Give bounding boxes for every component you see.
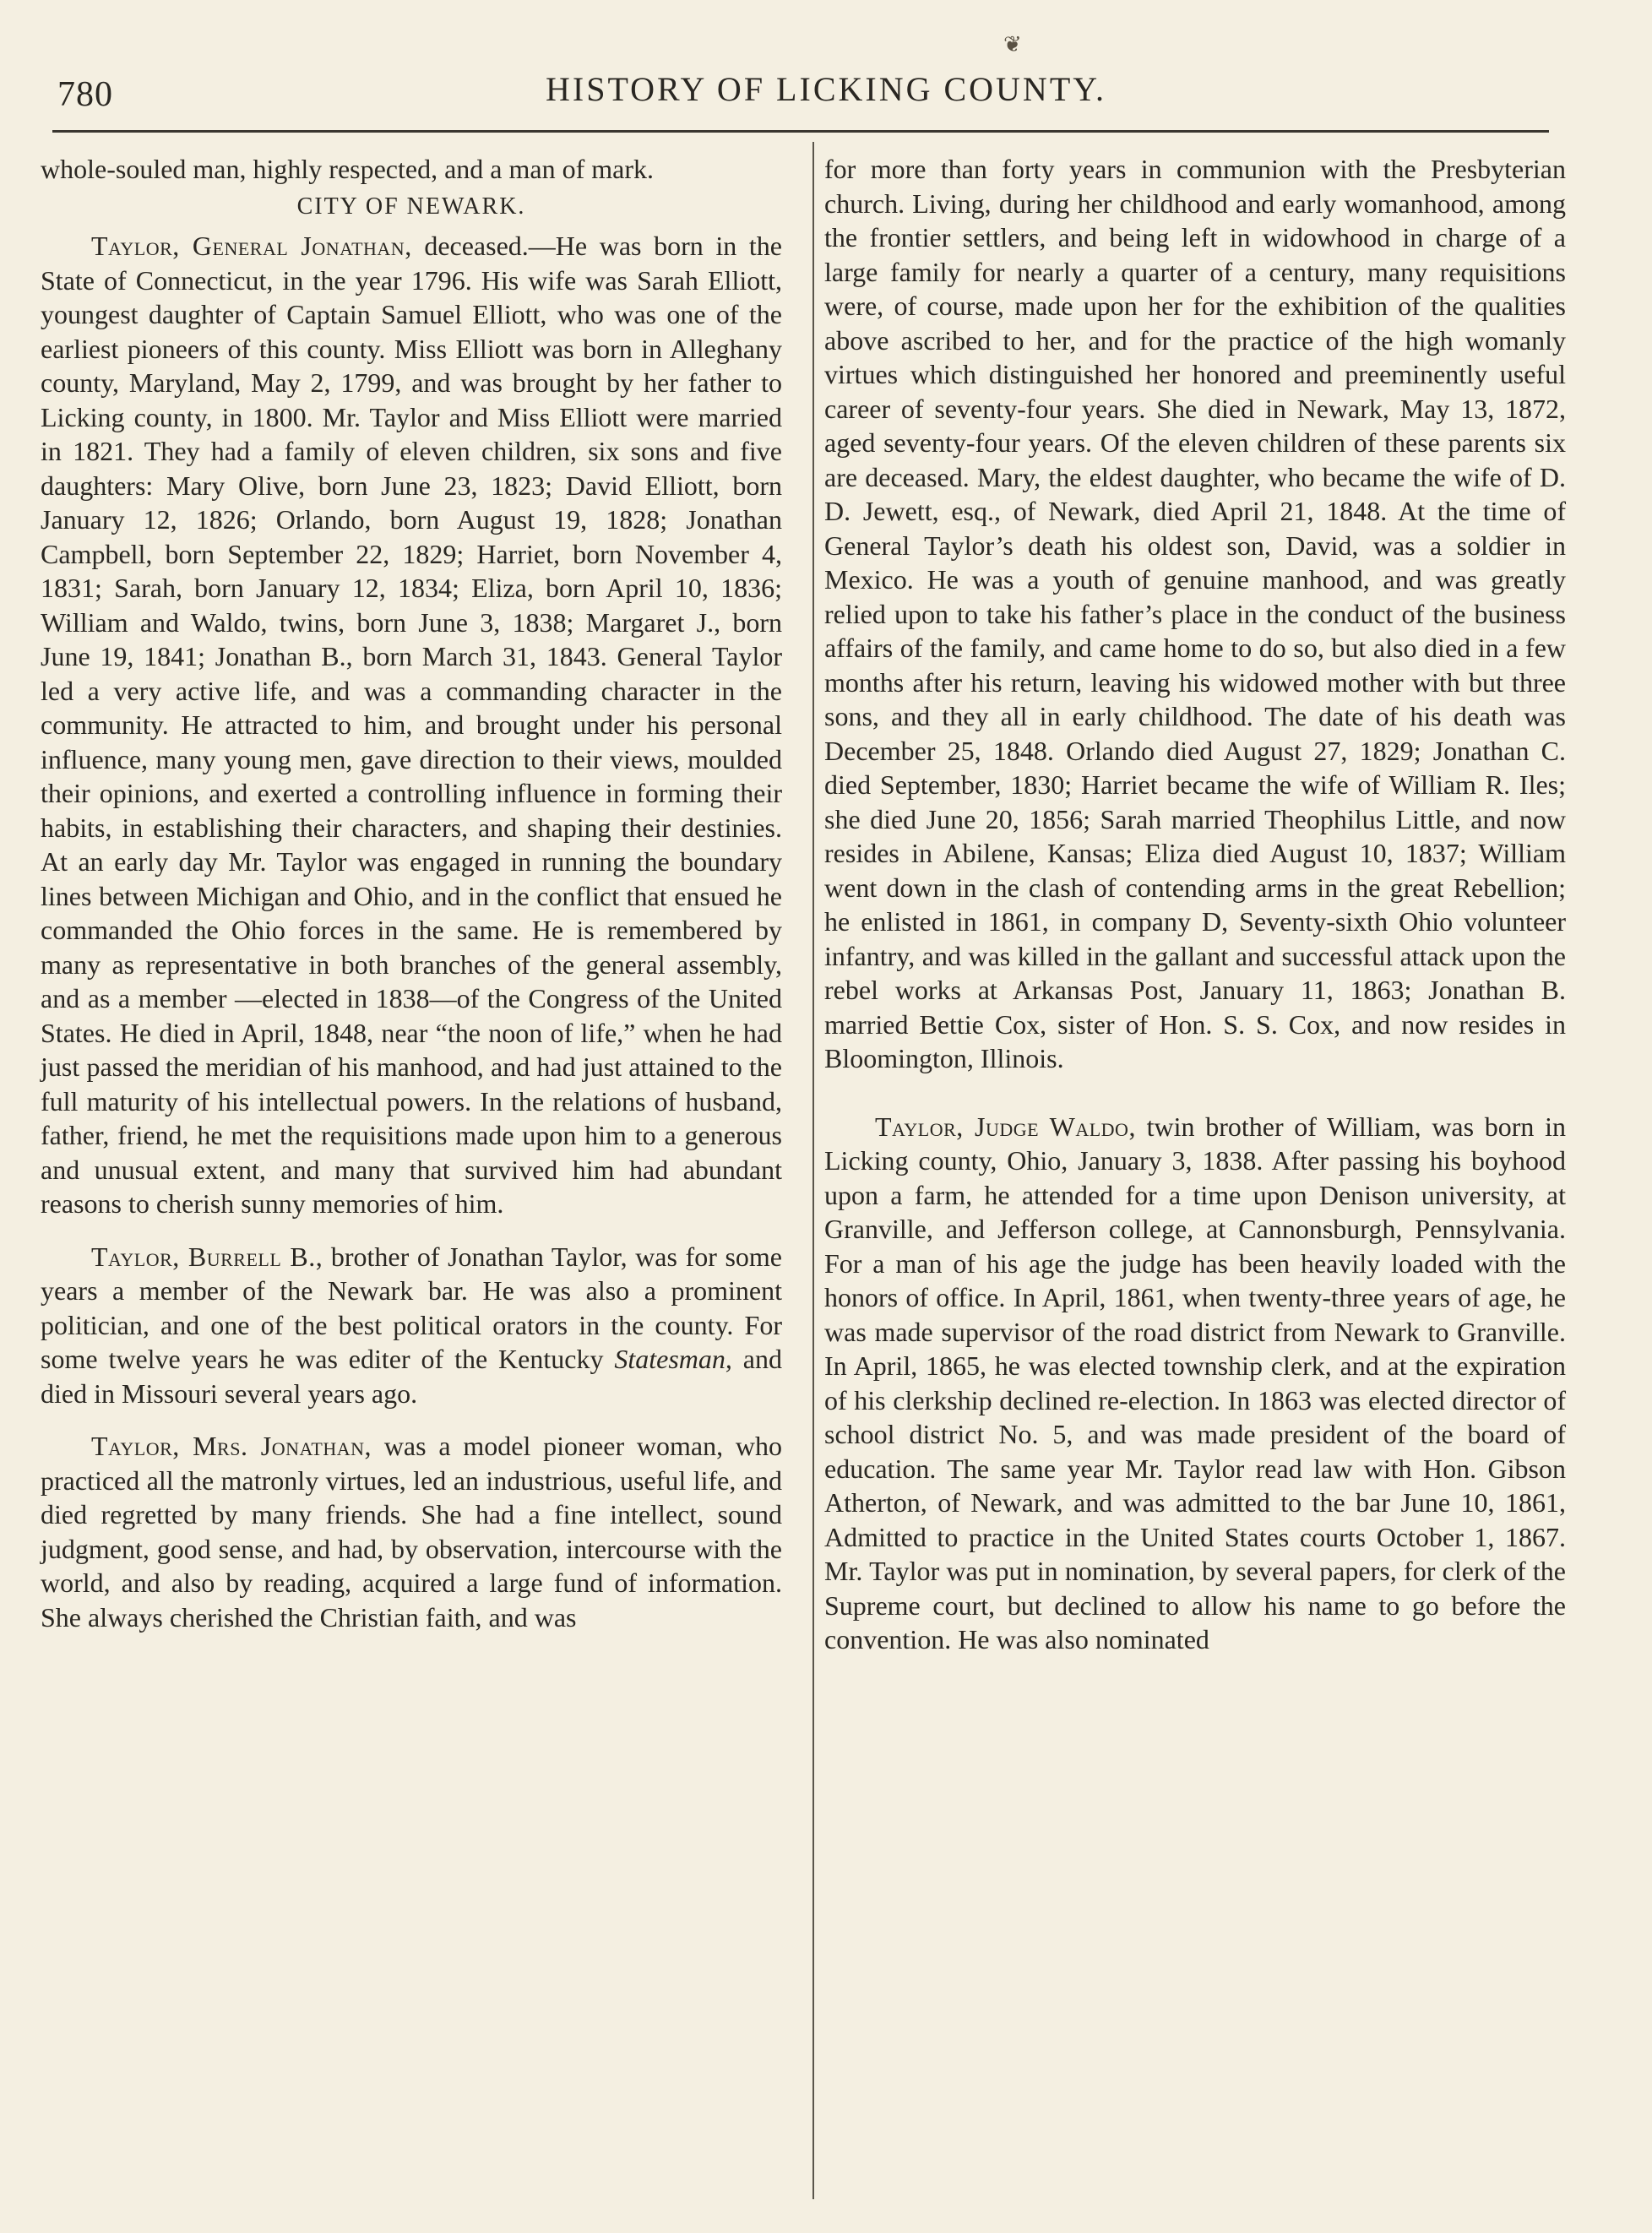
page-number: 780 xyxy=(57,75,113,114)
entry-burrell-taylor xyxy=(41,1240,782,1411)
entry-heading: Taylor, Mrs. Jonathan, xyxy=(91,1431,372,1461)
section-title: CITY OF NEWARK. xyxy=(296,193,526,220)
header-rule xyxy=(52,130,1549,133)
ornament-icon: ❦ xyxy=(1003,32,1022,57)
entry-waldo-taylor xyxy=(824,1110,1566,1657)
continued-paragraph: for more than forty years in communion with the Presbyterian church. Living, during her childhood and early womanhood, among the frontier settlers, and being left in widowhood in charge of a large family for nearly a quarter of a century, many requisitions were, of course, made upon her for the exhibition of the qualities above ascribed to her, and for the practice of the high womanly virtues which distinguished her honored and preeminently useful career of seventy-four years. She died in Newark, May 13, 1872, aged seventy-four years. Of the eleven children of these parents six are deceased. Mary, the eldest daughter, who became the wife of D. D. Jewett, esq., of Newark, died April 21, 1848. At the time of General Taylor’s death his oldest son, David, was a soldier in Mexico. He was a youth of genuine manhood, and was greatly relied upon to take his father’s place in the conduct of the business affairs of the family, and came home to do so, but also died in a few months after his return, leaving his widowed mother with but three sons, and they all in early childhood. The date of his death was December 25, 1848. Orlando died August 27, 1829; Jonathan C. died September, 1830; Harriet became the wife of William R. Iles; she died June 20, 1856; Sarah married Theophilus Little, and now resides in Abilene, Kansas; Eliza died August 10, 1837; William went down in the clash of contending arms in the great Rebellion; he enlisted in 1861, in company D, Seventy-sixth Ohio volunteer infantry, and was killed in the gallant and successful attack upon the rebel works at Arkansas Post, January 11, 1863; Jonathan B. married Bettie Cox, sister of Hon. S. S. Cox, and now resides in Bloomington, Illinois. xyxy=(824,154,1566,1073)
entry-heading: Taylor, General Jonathan, xyxy=(91,231,412,261)
entry-text: deceased.—He was born in the State of Connecticut, in the year 1796. His wife was Sarah Elliott, youngest daughter of Captain Samuel Elliott, who was one of the earliest pioneers of this county. Miss Elliott was born in Alleghany county, Maryland, May 2, 1799, and was brought by her father to Licking county, in 1800. Mr. Taylor and Miss Elliott were married in 1821. They had a family of eleven children, six sons and five daughters: Mary Olive, born June 23, 1823; David Elliott, born January 12, 1826; Orlando, born August 19, 1828; Jonathan Campbell, born September 22, 1829; Harriet, born November 4, 1831; Sarah, born January 12, 1834; Eliza, born April 10, 1836; William and Waldo, twins, born June 3, 1838; Margaret J., born June 19, 1841; Jonathan B., born March 31, 1843. General Taylor led a very active life, and was a commanding character in the community. He attracted to him, and brought under his personal influence, many young men, gave direction to their views, moulded their opinions, and exerted a controlling influence in forming their habits, in establishing their characters, and shaping their destinies. At an early day Mr. Taylor was engaged in running the boundary lines between Michigan and Ohio, and in the conflict that ensued he commanded the Ohio forces in the same. He is remembered by many as representative in both branches of the general assembly, and as a member —elected in 1838—of the Congress of the United States. He died in April, 1848, near “the noon of life,” when he had just passed the meridian of his manhood, and had just attained to the full maturity of his intellectual powers. In the relations of husband, father, friend, he met the requisitions made upon him to a generous and unusual extent, and many that survived him had abundant reasons to cherish sunny memories of him. xyxy=(41,231,782,1219)
newspaper-title: Statesman, xyxy=(614,1344,732,1374)
continued-paragraph: whole-souled man, highly respected, and a man of mark. xyxy=(41,154,654,184)
left-column xyxy=(41,152,782,1634)
entry-mrs-jonathan-taylor xyxy=(41,1429,782,1634)
entry-heading: Taylor, Burrell B., xyxy=(91,1241,323,1272)
entry-text: and died in Missouri several years ago. xyxy=(41,1344,783,1409)
entry-text: was a model pioneer woman, who practiced all the matronly virtues, led an industrious, useful life, and died regretted by many friends. She had a fine intellect, sound judgment, good sense, and had, by observation, intercourse with the world, and also by reading, acquired a large fund of information. She always cherished the Christian faith, and was xyxy=(41,1431,782,1633)
column-divider xyxy=(812,142,814,2199)
entry-heading: Taylor, Judge Waldo, xyxy=(875,1111,1136,1142)
entry-jonathan-taylor xyxy=(41,229,782,1221)
right-column xyxy=(824,152,1566,1657)
entry-text: twin brother of William, was born in Licking county, Ohio, January 3, 1838. After passing his boyhood upon a farm, he attended for a time upon Denison university, at Granville, and Jefferson college, at Cannonsburgh, Pennsylvania. For a man of his age the judge has been heavily loaded with the honors of office. In April, 1861, when twenty-three years of age, he was made supervisor of the road district from Newark to Granville. In April, 1865, he was elected township clerk, and at the expiration of his clerkship declined re-election. In 1863 was elected director of school district No. 5, and was made president of the board of education. The same year Mr. Taylor read law with Hon. Gibson Atherton, of Newark, and was admitted to the bar June 10, 1861, Admitted to practice in the United States courts October 1, 1867. Mr. Taylor was put in nomination, by several papers, for clerk of the Supreme court, but declined to allow his name to go before the convention. He was also nominated xyxy=(824,1111,1566,1654)
running-head: HISTORY OF LICKING COUNTY. xyxy=(546,70,1106,108)
entry-text: brother of Jonathan Taylor, was for some years a member of the Newark bar. He was also a prominent politician, and one of the best political orators in the county. For some twelve years he was editer of the Kentucky xyxy=(41,1241,783,1374)
